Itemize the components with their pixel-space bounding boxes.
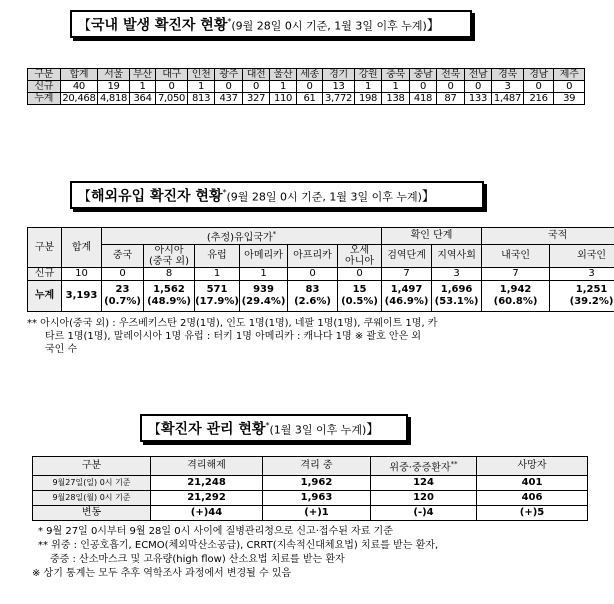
domestic-value-cell: 0 bbox=[554, 81, 585, 93]
domestic-value-cell: 39 bbox=[554, 93, 585, 105]
management-header-deaths: 사망자 bbox=[477, 457, 588, 476]
domestic-header-cell: 광주 bbox=[215, 69, 242, 81]
domestic-header-cell: 구분 bbox=[28, 69, 61, 81]
imported-cumulative-percent: (2.6%) bbox=[294, 296, 331, 308]
section-title-imported bbox=[70, 181, 484, 209]
domestic-header-cell: 경남 bbox=[523, 69, 554, 81]
section3-subtitle: (1월 3일 이후 누계) bbox=[269, 423, 367, 437]
management-value-cell: 406 bbox=[477, 491, 588, 506]
imported-sub-community: 지역사회 bbox=[432, 245, 482, 268]
domestic-value-cell: 418 bbox=[409, 93, 436, 105]
domestic-value-cell: 813 bbox=[187, 93, 214, 105]
imported-new-cell: 0 bbox=[288, 268, 338, 281]
management-value-cell: (+)5 bbox=[477, 506, 588, 521]
management-header-isolated: 격리 중 bbox=[263, 457, 371, 476]
imported-sub-oceania-l1: 오세 bbox=[349, 245, 370, 257]
domestic-value-cell: 327 bbox=[242, 93, 269, 105]
imported-header-total: 합계 bbox=[62, 228, 102, 268]
section3-title: 확진자 관리 현황 bbox=[161, 421, 266, 438]
imported-cases-table bbox=[27, 227, 614, 312]
domestic-value-cell: 1 bbox=[187, 81, 214, 93]
management-row-label: 9월28일(월) 0시 기준 bbox=[33, 491, 151, 506]
management-value-cell: 1,963 bbox=[263, 491, 371, 506]
imported-cumulative-cell bbox=[240, 281, 288, 312]
management-header-row bbox=[33, 457, 588, 476]
imported-cumulative-percent: (0.7%) bbox=[104, 296, 141, 308]
imported-header-origin-sup: * bbox=[272, 230, 277, 238]
domestic-header-cell: 경기 bbox=[323, 69, 355, 81]
domestic-value-cell: 1,487 bbox=[492, 93, 524, 105]
domestic-value-cell: 0 bbox=[409, 81, 436, 93]
domestic-value-cell: 138 bbox=[382, 93, 409, 105]
imported-cumulative-percent: (29.4%) bbox=[241, 296, 286, 308]
management-header-critical bbox=[371, 457, 477, 476]
imported-cumulative-total: 3,193 bbox=[62, 281, 102, 312]
management-header-released: 격리해제 bbox=[151, 457, 263, 476]
imported-new-cell: 7 bbox=[482, 268, 550, 281]
domestic-header-cell: 대전 bbox=[242, 69, 269, 81]
management-row-label: 9월27일(일) 0시 기준 bbox=[33, 476, 151, 491]
imported-new-cell: 0 bbox=[102, 268, 144, 281]
imported-cumulative-percent: (17.9%) bbox=[195, 296, 239, 308]
management-row-label: 변동 bbox=[33, 506, 151, 521]
domestic-value-cell: 0 bbox=[242, 81, 269, 93]
domestic-header-cell: 충남 bbox=[409, 69, 436, 81]
imported-header-nationality: 국적 bbox=[482, 228, 614, 245]
section1-subtitle: (9월 28일 0시 기준, 1월 3일 이후 누계) bbox=[231, 19, 427, 33]
imported-new-cell: 3 bbox=[432, 268, 482, 281]
imported-note-line: 국인 수 bbox=[45, 344, 78, 355]
section2-bracket-close: 】 bbox=[421, 189, 435, 205]
domestic-value-cell: 1 bbox=[270, 81, 296, 93]
imported-sub-europe: 유럽 bbox=[195, 245, 240, 268]
domestic-value-cell: 3 bbox=[492, 81, 524, 93]
domestic-new-row bbox=[28, 81, 585, 93]
imported-sub-asia bbox=[144, 245, 195, 268]
management-table bbox=[32, 456, 588, 521]
domestic-value-cell: 19 bbox=[98, 81, 130, 93]
domestic-header-cell: 전북 bbox=[437, 69, 464, 81]
imported-cumulative-value: 1,696 bbox=[440, 284, 473, 296]
imported-cumulative-percent: (60.8%) bbox=[493, 296, 538, 308]
management-value-cell: 21,292 bbox=[151, 491, 263, 506]
domestic-value-cell: 216 bbox=[523, 93, 554, 105]
imported-sub-quarantine: 검역단계 bbox=[382, 245, 432, 268]
section2-title-sup: * bbox=[222, 188, 227, 197]
imported-row-label: 누계 bbox=[28, 281, 62, 312]
domestic-header-cell: 전남 bbox=[464, 69, 491, 81]
management-row bbox=[33, 491, 588, 506]
domestic-row-label: 신규 bbox=[28, 81, 61, 93]
domestic-header-cell: 충북 bbox=[382, 69, 409, 81]
imported-sub-oceania bbox=[338, 245, 382, 268]
domestic-header-cell: 제주 bbox=[554, 69, 585, 81]
section-title-domestic bbox=[70, 10, 472, 38]
management-value-cell: 401 bbox=[477, 476, 588, 491]
section1-bracket-close: 】 bbox=[426, 18, 440, 34]
imported-header-gubun: 구분 bbox=[28, 228, 62, 268]
imported-cumulative-percent: (39.2%) bbox=[569, 296, 614, 308]
imported-header-stage: 확인 단계 bbox=[382, 228, 482, 245]
management-value-cell: 120 bbox=[371, 491, 477, 506]
section-title-management bbox=[140, 414, 408, 442]
imported-cumulative-value: 1,942 bbox=[499, 284, 532, 296]
domestic-value-cell: 87 bbox=[437, 93, 464, 105]
domestic-value-cell: 1 bbox=[129, 81, 155, 93]
domestic-value-cell: 198 bbox=[354, 93, 381, 105]
management-row bbox=[33, 476, 588, 491]
imported-new-cell: 7 bbox=[382, 268, 432, 281]
domestic-value-cell: 0 bbox=[156, 81, 188, 93]
imported-new-cell: 8 bbox=[144, 268, 195, 281]
imported-new-cell: 3 bbox=[550, 268, 614, 281]
domestic-value-cell: 1 bbox=[382, 81, 409, 93]
domestic-value-cell: 0 bbox=[523, 81, 554, 93]
imported-cumulative-cell bbox=[288, 281, 338, 312]
imported-sub-foreign: 외국인 bbox=[550, 245, 614, 268]
imported-sub-china: 중국 bbox=[102, 245, 144, 268]
management-note-line: 중증 : 산소마스크 및 고유량(high flow) 산소요법 치료를 받는 환자 bbox=[50, 554, 345, 565]
imported-cumulative-value: 571 bbox=[206, 284, 228, 296]
domestic-header-cell: 울산 bbox=[270, 69, 296, 81]
management-value-cell: (+)1 bbox=[263, 506, 371, 521]
section1-title-sup: * bbox=[227, 17, 232, 26]
imported-cumulative-percent: (53.1%) bbox=[434, 296, 479, 308]
imported-sub-asia-l1: 아시아 bbox=[154, 245, 184, 257]
section1-title: 국내 발생 확진자 현황 bbox=[91, 17, 228, 34]
domestic-value-cell: 4,818 bbox=[98, 93, 130, 105]
imported-new-cell: 10 bbox=[62, 268, 102, 281]
domestic-value-cell: 0 bbox=[215, 81, 242, 93]
domestic-value-cell: 110 bbox=[270, 93, 296, 105]
imported-note-line: ** 아시아(중국 외) : 우즈베키스탄 2명(1명), 인도 1명(1명), 네팔 1명(1명), 쿠웨이트 1명, 카 bbox=[27, 318, 438, 329]
section2-title: 해외유입 확진자 현황 bbox=[91, 188, 223, 205]
imported-cumulative-cell bbox=[550, 281, 614, 312]
imported-cumulative-cell bbox=[432, 281, 482, 312]
imported-cumulative-value: 1,497 bbox=[390, 284, 423, 296]
domestic-header-row bbox=[28, 69, 585, 81]
domestic-value-cell: 3,772 bbox=[323, 93, 355, 105]
management-value-cell: (+)44 bbox=[151, 506, 263, 521]
domestic-header-cell: 경북 bbox=[492, 69, 524, 81]
imported-cumulative-cell bbox=[195, 281, 240, 312]
section3-bracket-open: 【 bbox=[148, 422, 162, 438]
imported-header-origin-label: (추정)유입국가 bbox=[206, 232, 273, 244]
imported-sub-asia-l2: (중국 외) bbox=[149, 256, 189, 268]
imported-row-label: 신규 bbox=[28, 268, 62, 281]
imported-cumulative-value: 939 bbox=[253, 284, 274, 296]
domestic-row-label: 누계 bbox=[28, 93, 61, 105]
domestic-value-cell: 0 bbox=[437, 81, 464, 93]
domestic-value-cell: 0 bbox=[464, 81, 491, 93]
domestic-value-cell: 13 bbox=[323, 81, 355, 93]
imported-cumulative-cell bbox=[144, 281, 195, 312]
domestic-value-cell: 61 bbox=[296, 93, 322, 105]
imported-cumulative-cell bbox=[102, 281, 144, 312]
management-notes bbox=[32, 525, 439, 581]
domestic-header-cell: 대구 bbox=[156, 69, 188, 81]
imported-new-cell: 1 bbox=[195, 268, 240, 281]
imported-cumulative-value: 23 bbox=[115, 284, 130, 296]
domestic-value-cell: 133 bbox=[464, 93, 491, 105]
section2-subtitle: (9월 28일 0시 기준, 1월 3일 이후 누계) bbox=[226, 190, 422, 204]
imported-cumulative-value: 15 bbox=[352, 284, 367, 296]
imported-new-cell: 1 bbox=[240, 268, 288, 281]
imported-header-origin bbox=[102, 228, 382, 245]
management-header-gubun: 구분 bbox=[33, 457, 151, 476]
domestic-value-cell: 437 bbox=[215, 93, 242, 105]
management-row bbox=[33, 506, 588, 521]
management-value-cell: (-)4 bbox=[371, 506, 477, 521]
imported-cumulative-percent: (46.9%) bbox=[384, 296, 429, 308]
imported-new-cell: 0 bbox=[338, 268, 382, 281]
management-header-critical-sup: ** bbox=[450, 460, 458, 468]
domestic-value-cell: 364 bbox=[129, 93, 155, 105]
imported-sub-africa: 아프리카 bbox=[288, 245, 338, 268]
imported-new-row bbox=[28, 268, 614, 281]
domestic-cumulative-row bbox=[28, 93, 585, 105]
imported-sub-america: 아메리카 bbox=[240, 245, 288, 268]
management-note-line: * 9월 27일 0시부터 9월 28일 0시 사이에 질병관리청으로 신고·접수된 자료 기준 bbox=[38, 526, 393, 537]
imported-cumulative-value: 83 bbox=[305, 284, 320, 296]
imported-cumulative-value: 1,562 bbox=[153, 284, 185, 296]
imported-cumulative-cell bbox=[482, 281, 550, 312]
domestic-header-cell: 부산 bbox=[129, 69, 155, 81]
imported-cumulative-percent: (48.9%) bbox=[147, 296, 191, 308]
domestic-header-cell: 세종 bbox=[296, 69, 322, 81]
imported-cumulative-row bbox=[28, 281, 614, 312]
management-header-critical-label: 위중·중증환자 bbox=[389, 462, 451, 474]
section2-bracket-open: 【 bbox=[78, 189, 92, 205]
section3-title-sup: * bbox=[265, 421, 270, 430]
domestic-cases-table bbox=[27, 68, 585, 105]
management-value-cell: 21,248 bbox=[151, 476, 263, 491]
management-note-line: ** 위중 : 인공호흡기, ECMO(체외막산소공급), CRRT(지속적신대체요법) 치료를 받는 환자, bbox=[38, 540, 439, 551]
section1-bracket-open: 【 bbox=[78, 18, 92, 34]
imported-sub-oceania-l2: 아니아 bbox=[345, 256, 375, 268]
domestic-header-cell: 서울 bbox=[98, 69, 130, 81]
domestic-value-cell: 40 bbox=[60, 81, 98, 93]
domestic-header-cell: 합계 bbox=[60, 69, 98, 81]
imported-cumulative-value: 1,251 bbox=[575, 284, 608, 296]
imported-note-line: 타르 1명(1명), 말레이시아 1명 유럽 : 터키 1명 아메리카 : 캐나다 1명 ※ 괄호 안은 외 bbox=[45, 331, 422, 342]
management-value-cell: 1,962 bbox=[263, 476, 371, 491]
domestic-value-cell: 7,050 bbox=[156, 93, 188, 105]
imported-cumulative-cell bbox=[382, 281, 432, 312]
imported-notes bbox=[27, 317, 437, 356]
domestic-value-cell: 0 bbox=[296, 81, 322, 93]
domestic-value-cell: 1 bbox=[354, 81, 381, 93]
management-value-cell: 124 bbox=[371, 476, 477, 491]
imported-sub-korean: 내국인 bbox=[482, 245, 550, 268]
imported-cumulative-cell bbox=[338, 281, 382, 312]
domestic-header-cell: 인천 bbox=[187, 69, 214, 81]
domestic-header-cell: 강원 bbox=[354, 69, 381, 81]
domestic-value-cell: 20,468 bbox=[60, 93, 98, 105]
management-note-line: ※ 상기 통계는 모두 추후 역학조사 과정에서 변경될 수 있음 bbox=[32, 568, 292, 579]
imported-cumulative-percent: (0.5%) bbox=[341, 296, 378, 308]
section3-bracket-close: 】 bbox=[366, 422, 380, 438]
